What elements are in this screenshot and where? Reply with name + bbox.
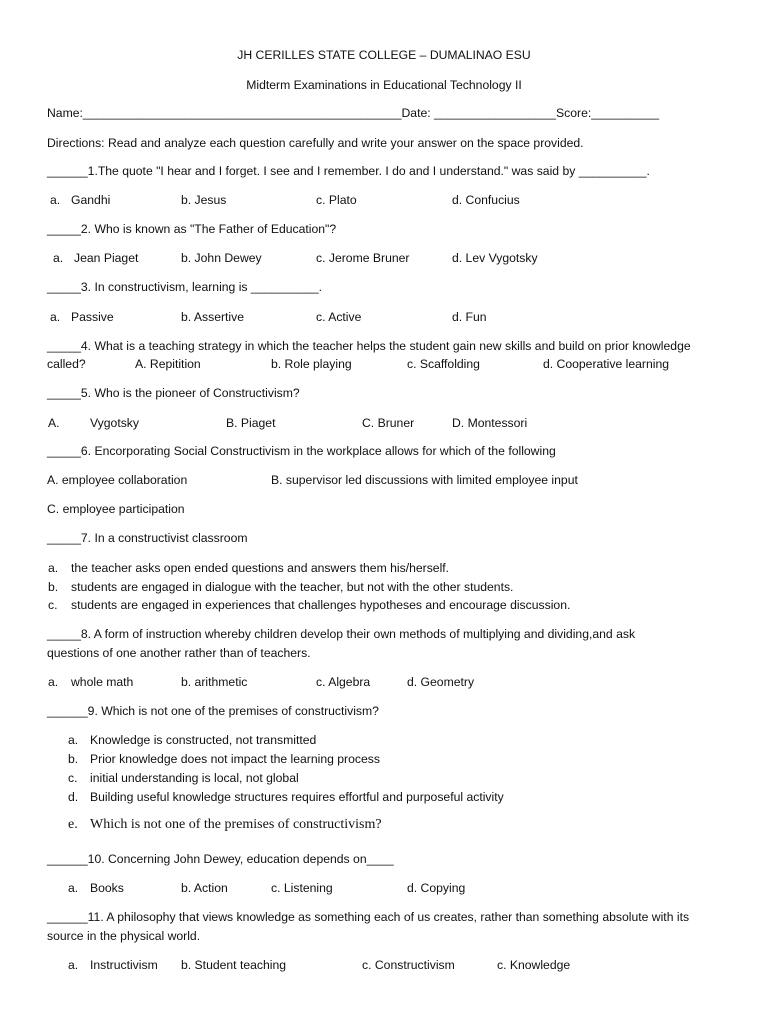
q8-choice-letter-a: a. <box>48 675 59 689</box>
q9-choice-d: Building useful knowledge structures requires effortful and purposeful activity <box>90 790 504 804</box>
q9-choice-e: Which is not one of the premises of constructivism? <box>90 817 382 832</box>
name-blank[interactable]: _______________________________________________ <box>82 106 402 120</box>
question-11-line-2: source in the physical world. <box>47 929 201 943</box>
q9-choice-letter-d: d. <box>68 790 79 804</box>
q9-choice-letter-c: c. <box>68 771 78 785</box>
question-5: _____5. Who is the pioneer of Constructivism? <box>47 386 300 400</box>
college-name: JH CERILLES STATE COLLEGE – DUMALINAO ESU <box>237 48 531 62</box>
q3-choice-b: b. Assertive <box>181 310 244 324</box>
q2-choice-a: Jean Piaget <box>74 251 139 265</box>
q2-choice-d: d. Lev Vygotsky <box>452 251 538 265</box>
q8-choice-c: c. Algebra <box>316 675 371 689</box>
score-blank[interactable]: __________ <box>591 106 660 120</box>
q9-choice-c: initial understanding is local, not global <box>90 771 299 785</box>
q7-choice-c: students are engaged in experiences that challenges hypotheses and encourage discussion. <box>71 598 571 612</box>
question-10: ______10. Concerning John Dewey, education depends on____ <box>47 852 394 866</box>
q5-choice-c: C. Bruner <box>362 416 415 430</box>
q9-choice-b: Prior knowledge does not impact the learning process <box>90 752 380 766</box>
q9-choice-letter-b: b. <box>68 752 79 766</box>
q1-choice-a: Gandhi <box>71 193 111 207</box>
q2-choice-letter-a: a. <box>53 251 64 265</box>
question-2: _____2. Who is known as "The Father of Education"? <box>47 222 337 236</box>
exam-title: Midterm Examinations in Educational Technology II <box>246 78 522 92</box>
q11-choice-c: c. Constructivism <box>362 958 455 972</box>
q5-choice-d: D. Montessori <box>452 416 528 430</box>
q1-choice-b: b. Jesus <box>181 193 227 207</box>
q2-choice-c: c. Jerome Bruner <box>316 251 410 265</box>
question-4-line-1: _____4. What is a teaching strategy in which the teacher helps the student gain new skills and build on prior knowledge <box>47 339 691 353</box>
question-1: ______1.The quote "I hear and I forget. I see and I remember. I do and I understand." was said by __________. <box>47 164 650 178</box>
question-9: ______9. Which is not one of the premises of constructivism? <box>47 704 379 718</box>
q5-choice-b: B. Piaget <box>226 416 276 430</box>
q1-choice-letter-a: a. <box>50 193 61 207</box>
q10-choice-b: b. Action <box>181 881 228 895</box>
q7-choice-letter-c: c. <box>48 598 58 612</box>
student-info-line <box>47 106 659 120</box>
date-label: Date: <box>401 106 431 120</box>
question-8-line-2: questions of one another rather than of teachers. <box>47 646 311 660</box>
q11-choice-a: Instructivism <box>90 958 158 972</box>
q4-choice-a: A. Repitition <box>135 357 201 371</box>
q7-choice-a: the teacher asks open ended questions and answers them his/herself. <box>71 561 450 575</box>
q10-choice-letter-a: a. <box>68 881 79 895</box>
q11-choice-b: b. Student teaching <box>181 958 287 972</box>
q9-choice-letter-e: e. <box>68 817 78 832</box>
question-11-line-1: ______11. A philosophy that views knowledge as something each of us creates, rather than something absolute with its <box>47 910 690 924</box>
q4-choice-b: b. Role playing <box>271 357 352 371</box>
q1-choice-d: d. Confucius <box>452 193 520 207</box>
question-4-line-2: called? <box>47 357 86 371</box>
q3-choice-a: Passive <box>71 310 114 324</box>
q11-choice-letter-a: a. <box>68 958 79 972</box>
q10-choice-a: Books <box>90 881 124 895</box>
name-label: Name: <box>47 106 83 120</box>
q8-choice-b: b. arithmetic <box>181 675 248 689</box>
q4-choice-d: d. Cooperative learning <box>543 357 670 371</box>
q9-choice-letter-a: a. <box>68 733 79 747</box>
q6-choice-a: A. employee collaboration <box>47 473 188 487</box>
q8-choice-a: whole math <box>71 675 134 689</box>
question-7: _____7. In a constructivist classroom <box>47 531 248 545</box>
question-3: _____3. In constructivism, learning is __________. <box>47 280 323 294</box>
q5-choice-a: Vygotsky <box>90 416 139 430</box>
question-6: _____6. Encorporating Social Constructivism in the workplace allows for which of the following <box>47 444 556 458</box>
q3-choice-d: d. Fun <box>452 310 487 324</box>
q4-choice-c: c. Scaffolding <box>407 357 480 371</box>
date-blank[interactable]: __________________ <box>434 106 557 120</box>
q3-choice-letter-a: a. <box>50 310 61 324</box>
q5-choice-letter-a: A. <box>48 416 60 430</box>
q7-choice-b: students are engaged in dialogue with the teacher, but not with the other students. <box>71 580 514 594</box>
q9-choice-a: Knowledge is constructed, not transmitted <box>90 733 317 747</box>
score-label: Score: <box>556 106 592 120</box>
q11-choice-d: c. Knowledge <box>497 958 571 972</box>
q10-choice-d: d. Copying <box>407 881 466 895</box>
question-8-line-1: _____8. A form of instruction whereby children develop their own methods of multiplying and dividing,and ask <box>47 627 636 641</box>
q7-choice-letter-b: b. <box>48 580 59 594</box>
q6-choice-c: C. employee participation <box>47 502 185 516</box>
directions: Directions: Read and analyze each question carefully and write your answer on the space provided. <box>47 136 584 150</box>
q3-choice-c: c. Active <box>316 310 362 324</box>
q1-choice-c: c. Plato <box>316 193 357 207</box>
q2-choice-b: b. John Dewey <box>181 251 262 265</box>
q6-choice-b: B. supervisor led discussions with limited employee input <box>271 473 578 487</box>
q7-choice-letter-a: a. <box>48 561 59 575</box>
q10-choice-c: c. Listening <box>271 881 333 895</box>
q8-choice-d: d. Geometry <box>407 675 475 689</box>
